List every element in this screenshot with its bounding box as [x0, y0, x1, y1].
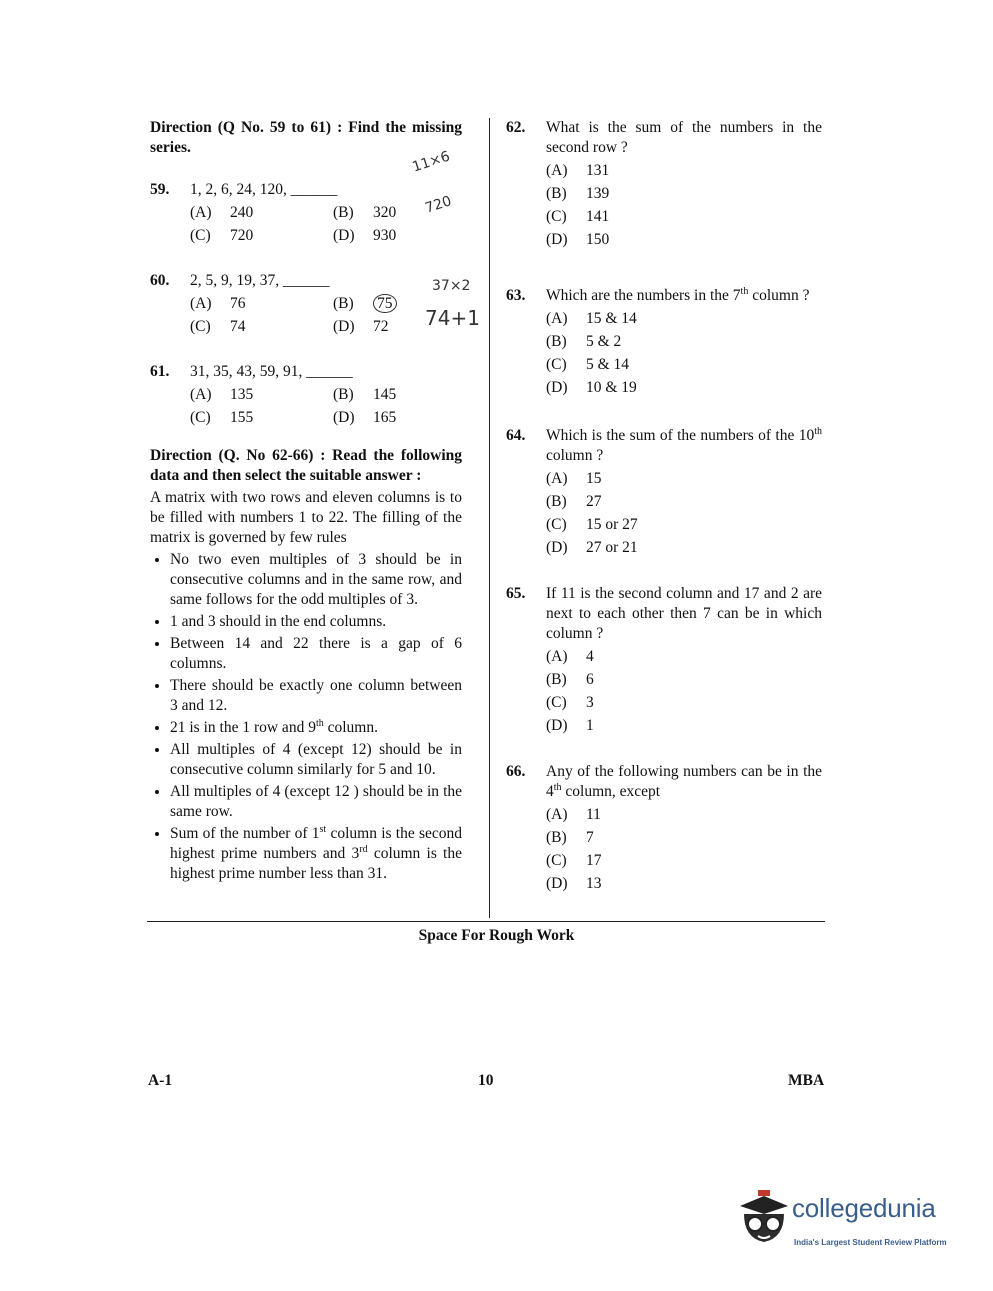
question-number: 63.	[506, 287, 526, 304]
question-text: Which is the sum of the numbers of the 10th column ?	[546, 425, 822, 464]
rule: • There should be exactly one column between 3 and 12.	[170, 676, 462, 716]
direction-59-61	[150, 118, 462, 158]
option-c: (C) 720	[190, 227, 254, 244]
handwritten-note: 720	[423, 193, 454, 217]
option-d: (D) 72	[333, 318, 389, 335]
option-b: (B) 145	[333, 386, 397, 403]
rule: • All multiples of 4 (except 12) should be in consecutive column similarly for 5 and 10.	[170, 740, 462, 780]
rough-work-heading: Space For Rough Work	[418, 927, 575, 944]
question-60	[150, 271, 462, 337]
brand-tagline: India's Largest Student Review Platform	[794, 1238, 947, 1247]
right-column	[506, 118, 822, 894]
rough-work-rule	[147, 921, 825, 922]
brand-name: collegedunia	[792, 1193, 936, 1223]
question-number: 61.	[150, 363, 170, 380]
question-text: 31, 35, 43, 59, 91, ______	[190, 363, 353, 380]
question-text: 1, 2, 6, 24, 120, ______	[190, 181, 338, 198]
rule: • 1 and 3 should in the end columns.	[170, 612, 462, 632]
question-number: 60.	[150, 272, 170, 289]
collegedunia-logo-icon	[736, 1190, 792, 1252]
question-text: Any of the following numbers can be in the 4th column, except	[546, 763, 822, 800]
option-a: (A) 240	[190, 204, 254, 221]
footer-exam-name: MBA	[788, 1072, 825, 1089]
rule: • Sum of the number of 1st column is the second highest prime numbers and 3rd column is the highest prime number less than 31.	[170, 824, 462, 884]
question-number: 66.	[506, 763, 526, 780]
question-text: 2, 5, 9, 19, 37, ______	[190, 272, 330, 289]
option-b: (B) 75	[333, 294, 473, 314]
rule: • 21 is in the 1 row and 9th column.	[170, 718, 462, 738]
question-61	[150, 362, 462, 428]
handwritten-note: 74+1	[425, 306, 480, 330]
rule: • Between 14 and 22 there is a gap of 6 columns.	[170, 634, 462, 674]
option-b: (B) 320	[333, 204, 397, 221]
question-text: If 11 is the second column and 17 and 2 are next to each other then 7 can be in which column ?	[546, 585, 822, 642]
rules-list	[150, 550, 462, 884]
question-59	[150, 180, 462, 246]
question-text: What is the sum of the numbers in the second row ?	[546, 119, 822, 156]
direction-text: Direction (Q No. 59 to 61) : Find the missing series.	[150, 119, 462, 156]
footer-booklet-code: A-1	[148, 1072, 173, 1089]
question-63: 63. Which are the numbers in the 7th column ? (A) 15 & 14 (B) 5 & 2 (C) 5 & 14 (D) 10 & 19	[506, 286, 822, 398]
question-66: 66. Any of the following numbers can be in the 4th column, except (A) 11 (B) 7 (C) 17 (D) 13	[506, 763, 822, 892]
handwritten-note: 11×6	[410, 148, 452, 176]
question-text: Which are the numbers in the 7th column ?	[546, 285, 810, 304]
option-c: (C) 155	[190, 409, 254, 426]
matrix-intro: A matrix with two rows and eleven columns is to be filled with numbers 1 to 22. The filling of the matrix is governed by few rules	[150, 489, 462, 546]
direction-62-66	[150, 446, 462, 486]
option-c: (C) 74	[190, 318, 246, 335]
option-d: (D) 165	[333, 409, 397, 426]
option-d: (D) 930	[333, 227, 397, 244]
question-64: 64. Which is the sum of the numbers of the 10th column ? (A) 15 (B) 27 (C) 15 or 27 (D) 27 or 21	[506, 425, 822, 556]
question-65: 65. If 11 is the second column and 17 and 2 are next to each other then 7 can be in which column ? (A) 4 (B) 6 (C) 3 (D) 1	[506, 585, 822, 734]
question-number: 65.	[506, 585, 526, 602]
question-number: 64.	[506, 427, 526, 444]
question-62: 62. What is the sum of the numbers in the second row ? (A) 131 (B) 139 (C) 141 (D) 150	[506, 119, 822, 248]
question-number: 59.	[150, 181, 170, 198]
column-divider	[489, 118, 490, 918]
direction-text: Direction (Q. No 62-66) : Read the following data and then select the suitable answer :	[150, 447, 462, 484]
rule: • All multiples of 4 (except 12 ) should be in the same row.	[170, 782, 462, 822]
footer-page-number: 10	[478, 1072, 494, 1089]
option-a: (A) 135	[190, 386, 254, 403]
handwritten-note: 37×2	[432, 278, 471, 294]
rule: • No two even multiples of 3 should be in consecutive columns and in the same row, and same follows for the odd multiples of 3.	[170, 550, 462, 610]
circled-answer: 75	[373, 294, 397, 313]
option-a: (A) 76	[190, 295, 246, 312]
question-number: 62.	[506, 119, 526, 136]
left-column	[150, 118, 462, 886]
